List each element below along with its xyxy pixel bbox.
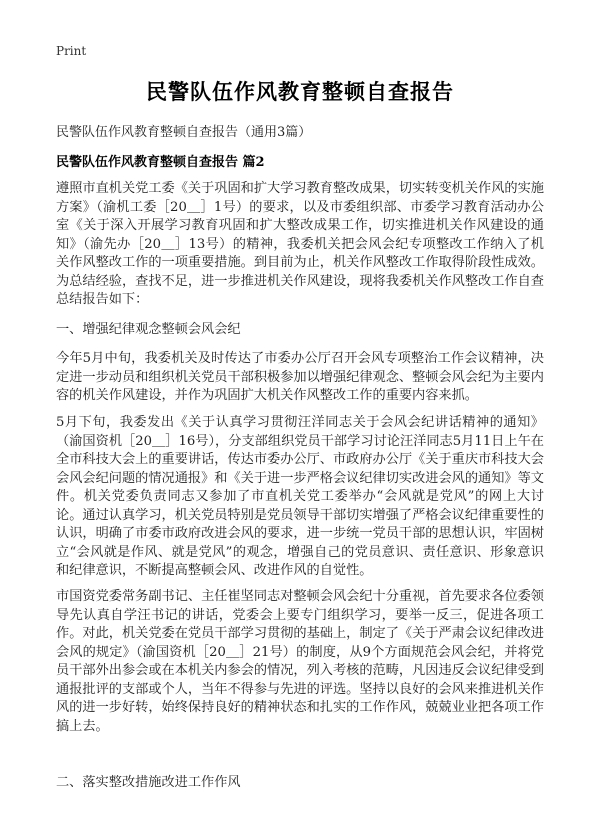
- heading-part-two: 二、落实整改措施改进工作作风: [56, 775, 241, 790]
- section-title: 民警队伍作风教育整顿自查报告 篇2: [56, 155, 265, 170]
- heading-part-one: 一、增强纪律观念整顿会风会纪: [56, 322, 241, 337]
- paragraph-may-mid: 今年5月中旬，我委机关及时传达了市委办公厅召开会风专项整治工作会议精神，决定进一步动员和组织机关党员干部积极参加以增强纪律观念、整顿会风会纪为主要内容的机关作风建设，并作为巩固扩大机关作风整改工作的重要内容来抓。: [56, 351, 544, 403]
- paragraph-intro: 遵照市直机关党工委《关于巩固和扩大学习教育整改成果，切实转变机关作风的实施方案》（渝机工委［20＿］1号）的要求，以及市委组织部、市委学习教育活动办公室《关于深入开展学习教育巩固和扩大整改成果工作，切实推进机关作风建设的通知》（渝先办［20＿］13号）的精神，我委机关把会风会纪专项整改工作纳入了机关作风整改工作的一项重要措施。到目前为止，机关作风整改工作取得阶段性成效。为总结经验，查找不足，进一步推进机关作风建设，现将我委机关作风整改工作自查总结报告如下：: [56, 181, 544, 307]
- page-title: 民警队伍作风教育整顿自查报告: [146, 79, 454, 104]
- print-link[interactable]: Print: [56, 44, 87, 58]
- document-subtitle: 民警队伍作风教育整顿自查报告（通用3篇）: [56, 125, 312, 140]
- paragraph-sasac: 市国资党委常务副书记、主任崔坚同志对整顿会风会纪十分重视，首先要求各位委领导先认真自学汪书记的讲话，党委会上要专门组织学习，要举一反三，促进各项工作。对此，机关党委在党员干部学习贯彻的基础上，制定了《关于严肃会议纪律改进会风的规定》（渝国资机［20＿］21号）的制度，从9个方面规范会风会纪，并将党员干部外出参会或在本机关内参会的情况，列入考核的范畴，凡因违反会议纪律受到通报批评的支部或个人，当年不得参与先进的评选。坚持以良好的会风来推进机关作风的进一步好转，始终保持良好的精神状态和扎实的工作作风，兢兢业业把各项工作搞上去。: [56, 589, 544, 734]
- paragraph-may-late: 5月下旬，我委发出《关于认真学习贯彻汪洋同志关于会风会纪讲话精神的通知》（渝国资机［20＿］16号），分支部组织党员干部学习讨论汪洋同志5月11日上午在全市科技大会上的重要讲话，传达市委办公厅、市政府办公厅《关于重庆市科技大会会风会纪问题的情况通报》和《关于进一步严格会议纪律切实改进会风的通知》等文件。机关党委负责同志又参加了市直机关党工委举办“会风就是党风”的网上大讨论。通过认真学习，机关党员特别是党员领导干部切实增强了严格会议纪律重要性的认识，明确了市委市政府改进会风的要求，进一步统一党员干部的思想认识，牢固树立“会风就是作风、就是党风”的观念，增强自己的党员意识、责任意识、形象意识和纪律意识，不断提高整顿会风、改进作风的自觉性。: [56, 415, 544, 578]
